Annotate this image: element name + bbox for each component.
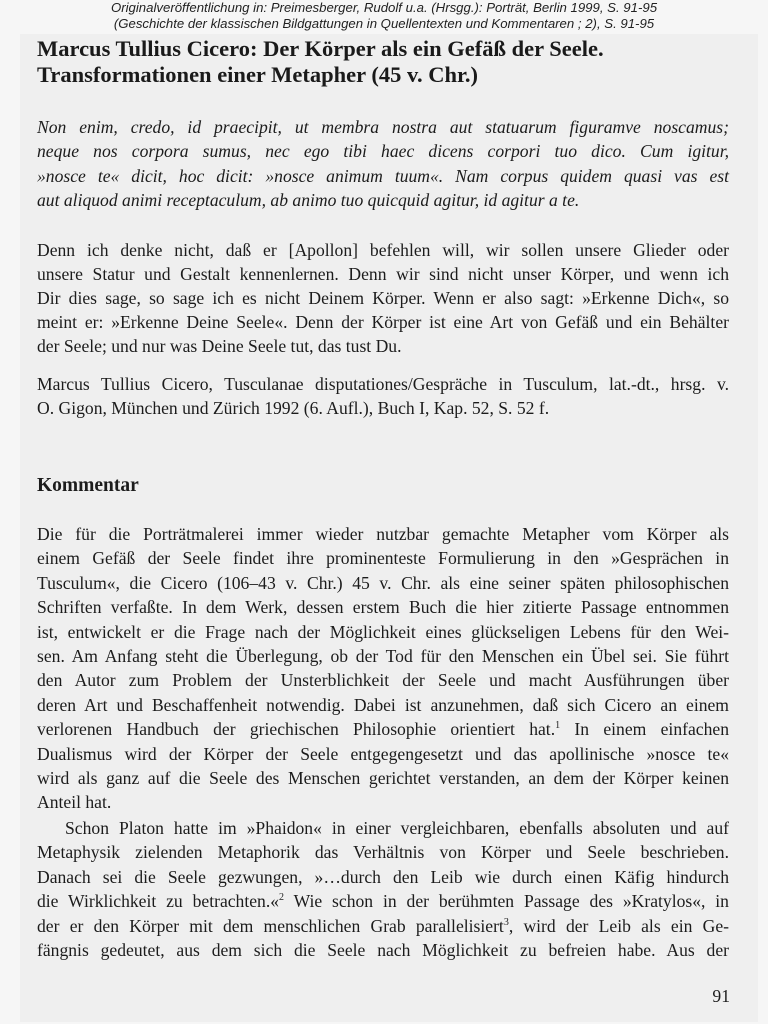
publication-note-line-2: (Geschichte der klassischen Bildgattungen in Quellentexten und Kommentaren ; 2), S. 91-95 [113,16,655,31]
footnote-marker-2[interactable]: 2 [279,892,285,904]
commentary-line: wird als ganz auf die Seele des Menschen gerichtet verstanden, an dem der Körper keinen [37,768,729,789]
translation-line: der Seele; und nur was Deine Seele tut, das tust Du. [37,336,402,356]
translation-line: unsere Statur und Gestalt kennenlernen. Denn wir sind nicht unser Körper, und wenn ich [37,264,729,284]
footnote-marker-1[interactable]: 1 [555,720,561,732]
page-number: 91 [712,986,730,1006]
commentary-line [37,914,729,938]
commentary-line [37,889,729,913]
commentary-line [37,717,729,741]
commentary-line: Tusculum«, die Cicero (106–43 v. Chr.) 45 v. Chr. als eine seiner späten philosophischen [37,572,729,593]
translation-line: Dir dies sage, so sage ich es nicht Deinem Körper. Wenn er also sagt: »Erkenne Dich«, so [37,288,729,308]
citation-line: O. Gigon, München und Zürich 1992 (6. Aufl.), Buch I, Kap. 52, S. 52 f. [37,398,550,418]
source-citation [37,372,729,420]
commentary-line: Metaphysik zielenden Metaphorik das Verhältnis von Körper und Seele beschrieben. [37,842,729,863]
latin-line: aut aliquod animi receptaculum, ab animo tuo quicquid agitur, id agitur a te. [37,189,580,210]
commentary-line-text: verlorenen Handbuch der griechischen Philosophie orientiert hat. [37,719,556,740]
footnote-marker-3[interactable]: 3 [503,916,509,928]
commentary-line: fängnis gedeutet, aus dem sich die Seele nach Möglichkeit zu befreien habe. Aus der [37,940,729,961]
commentary-line: Dualismus wird der Körper der Seele entgegengesetzt und das apollinische »nosce te« [37,743,729,764]
commentary-line: Die für die Porträtmalerei immer wieder nutzbar gemachte Metapher vom Körper als [37,524,729,544]
section-heading-kommentar: Kommentar [37,475,139,496]
publication-note [0,0,768,32]
page-title [37,36,737,88]
commentary-line: sen. Am Anfang steht die Überlegung, ob der Tod für den Menschen ein Übel sei. Sie führt [37,646,729,667]
commentary-line: ist, entwickelt er die Frage nach der Möglichkeit eines glückseligen Lebens für den Wei- [37,621,729,642]
commentary-line-text: der er den Körper mit dem menschlichen Grab parallelisiert [37,915,504,936]
commentary-line: deren Art und Beschaffenheit notwendig. Dabei ist anzunehmen, daß sich Cicero an einem [37,694,729,715]
commentary-line: Anteil hat. [37,792,112,813]
title-line-2: Transformationen einer Metapher (45 v. Chr.) [37,62,479,87]
german-translation [37,238,729,358]
citation-line: Marcus Tullius Cicero, Tusculanae disputationes/Gespräche in Tusculum, lat.-dt., hrsg. v. [37,374,729,394]
publication-note-line-1: Originalveröffentlichung in: Preimesberger, Rudolf u.a. (Hrsgg.): Porträt, Berlin 1999, S. 91-95 [110,0,658,15]
latin-line: »nosce te« dicit, hoc dicit: »nosce animum tuum«. Nam corpus quidem quasi vas est [37,165,729,186]
commentary-line: Danach sei die Seele gezwungen, »…durch den Leib wie durch einen Käfig hindurch [37,866,729,887]
commentary-line-text: In einem einfachen [560,719,729,740]
commentary-line: einem Gefäß der Seele findet ihre prominenteste Formulierung in den »Gesprächen in [37,548,729,569]
commentary-line-text: die Wirklichkeit zu betrachten.« [37,891,280,912]
latin-line: Non enim, credo, id praecipit, ut membra nostra aut statuarum figuramve noscamus; [37,117,729,137]
commentary-line: den Autor zum Problem der Unsterblichkeit der Seele und macht Ausführungen über [37,670,729,691]
latin-line: neque nos corpora sumus, nec ego tibi haec dicens corpori tuo dico. Cum igitur, [37,141,729,162]
commentary-line-text: Wie schon in der berühmten Passage des »Kratylos«, in [284,891,729,912]
latin-quote [37,115,729,212]
commentary-line: Schriften verfaßte. In dem Werk, dessen erstem Buch die hier zitierte Passage entnommen [37,597,729,618]
translation-line: meint er: »Erkenne Deine Seele«. Denn der Körper ist eine Art von Gefäß und ein Behälter [37,312,729,332]
commentary-line: Schon Platon hatte im »Phaidon« in einer vergleichbaren, ebenfalls absoluten und auf [65,818,729,838]
title-line-1: Marcus Tullius Cicero: Der Körper als ein Gefäß der Seele. [37,36,604,61]
commentary-line-text: , wird der Leib als ein Ge- [508,915,729,936]
commentary-paragraph-2 [37,816,729,962]
translation-line: Denn ich denke nicht, daß er [Apollon] befehlen will, wir sollen unsere Glieder oder [37,240,729,260]
commentary-paragraph-1 [37,522,729,815]
